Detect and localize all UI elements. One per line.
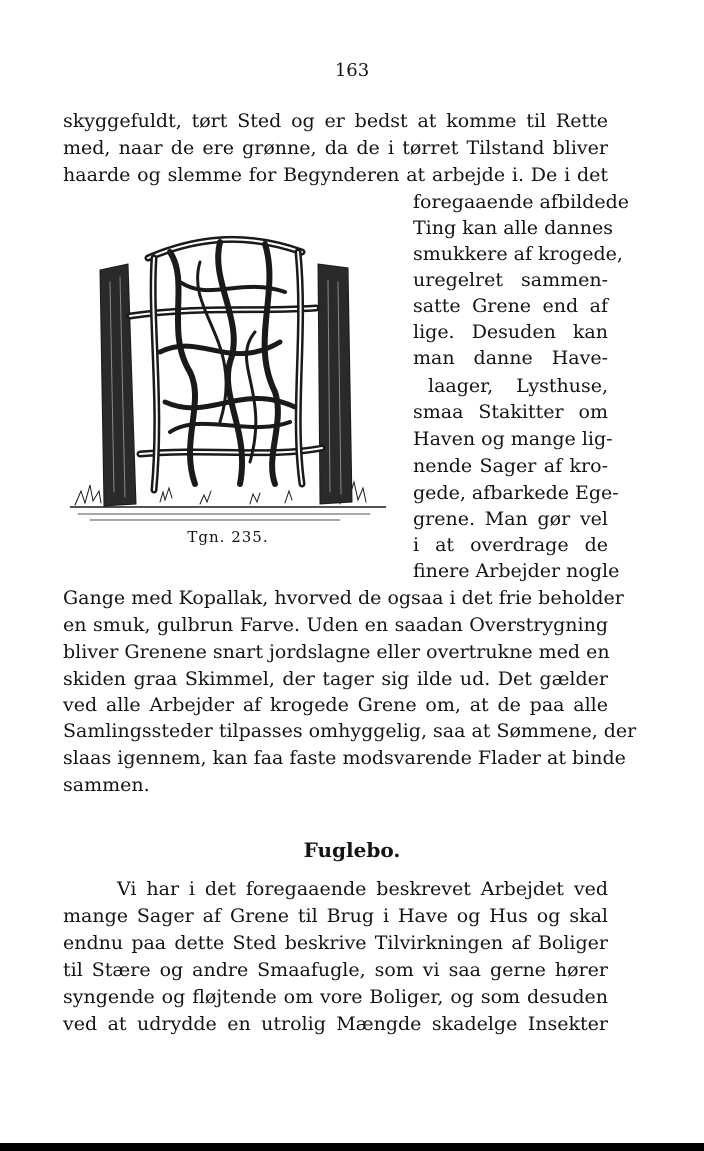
body-line: nende Sager af kro- (413, 455, 608, 477)
body-line: en smuk, gulbrun Farve. Uden en saadan Overstrygning (63, 614, 608, 636)
body-line: Ting kan alle dannes (413, 217, 614, 239)
body-line: mange Sager af Grene til Brug i Have og Hus og skal (63, 905, 608, 927)
body-line: haarde og slemme for Begynderen at arbejde i. De i det (63, 164, 608, 186)
body-line: finere Arbejder nogle (413, 560, 620, 582)
body-line: bliver Grenene snart jordslagne eller overtrukne med en (63, 641, 610, 663)
body-line: smaa Stakitter om (413, 401, 608, 423)
body-line: endnu paa dette Sted beskrive Tilvirkningen af Boliger (63, 932, 608, 954)
body-line: slaas igennem, kan faa faste modsvarende Flader at binde (63, 747, 626, 769)
body-line: gede, afbarkede Ege- (413, 482, 619, 504)
body-line: sammen. (63, 774, 150, 796)
figure-caption: Tgn. 235. (187, 528, 269, 546)
body-line: ved alle Arbejder af krogede Grene om, at de paa alle (63, 694, 608, 716)
body-line: til Stære og andre Smaafugle, som vi saa gerne hører (63, 959, 608, 981)
body-line: Samlingssteder tilpasses omhyggelig, saa at Sømmene, der (63, 720, 637, 742)
section-heading: Fuglebo. (303, 838, 401, 862)
body-line: lige. Desuden kan (413, 321, 608, 343)
body-line: med, naar de ere grønne, da de i tørret Tilstand bliver (63, 137, 608, 159)
body-line: skiden graa Skimmel, der tager sig ilde ud. Det gælder (63, 668, 608, 690)
body-line: laager, Lysthuse, (428, 375, 608, 397)
body-line: skyggefuldt, tørt Sted og er bedst at komme til Rette (63, 110, 608, 132)
body-line: foregaaende afbildede (413, 191, 630, 213)
body-line: syngende og fløjtende om vore Boliger, og som desuden (63, 986, 608, 1008)
body-line: smukkere af krogede, (413, 243, 623, 265)
body-line: i at overdrage de (413, 534, 608, 556)
body-line: uregelret sammen- (413, 269, 608, 291)
page-edge-rule (0, 1143, 704, 1151)
body-line: man danne Have- (413, 347, 608, 369)
gate-illustration (70, 222, 386, 526)
body-line: Haven og mange lig- (413, 428, 613, 450)
body-line: ved at udrydde en utrolig Mængde skadelge Insekter (63, 1013, 608, 1035)
body-line: grene. Man gør vel (413, 508, 608, 530)
page-number: 163 (334, 60, 370, 81)
body-line: satte Grene end af (413, 295, 608, 317)
body-line: Vi har i det foregaaende beskrevet Arbejdet ved (117, 878, 608, 900)
body-line: Gange med Kopallak, hvorved de ogsaa i det frie beholder (63, 587, 624, 609)
